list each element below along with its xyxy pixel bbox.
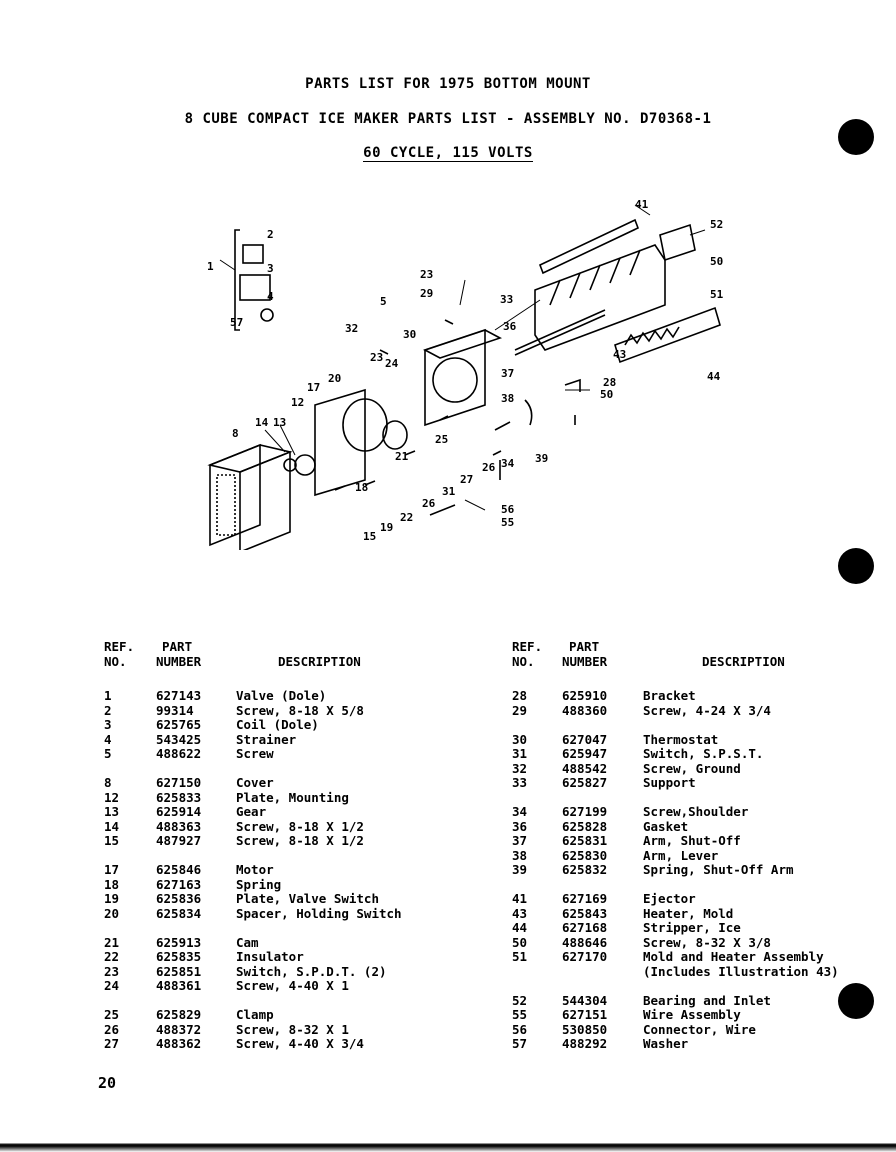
ref-no: 17 bbox=[104, 862, 120, 877]
ref-no: 50 bbox=[512, 934, 528, 950]
part-number: 625832 bbox=[562, 862, 608, 877]
ref-no: 20 bbox=[104, 905, 120, 921]
ref-no: 19 bbox=[104, 891, 120, 906]
callout-label: 2 bbox=[267, 228, 274, 241]
part-number: 625851 bbox=[156, 963, 202, 979]
part-number: 627150 bbox=[156, 775, 202, 790]
col-desc-header: DESCRIPTION bbox=[278, 653, 361, 669]
part-number: 625910 bbox=[562, 688, 608, 703]
callout-label: 12 bbox=[291, 396, 305, 409]
part-number: 625827 bbox=[562, 775, 608, 790]
ref-no: 32 bbox=[512, 760, 528, 776]
col-part-header-1: PART bbox=[162, 639, 193, 654]
part-number: 625833 bbox=[156, 789, 202, 805]
ref-no: 8 bbox=[104, 775, 112, 790]
description: Screw bbox=[236, 746, 274, 761]
callout-label: 56 bbox=[501, 503, 515, 516]
description: Insulator bbox=[236, 949, 304, 964]
callout-label: 22 bbox=[400, 511, 414, 524]
callout-label: 44 bbox=[707, 370, 721, 383]
ref-no: 31 bbox=[512, 746, 528, 761]
callout-label: 57 bbox=[230, 316, 244, 329]
callout-label: 26 bbox=[422, 497, 436, 510]
ref-no: 29 bbox=[512, 702, 528, 718]
part-number: 625829 bbox=[156, 1007, 202, 1022]
ref-no: 30 bbox=[512, 731, 528, 747]
callout-label: 33 bbox=[500, 293, 514, 306]
callout-label: 1 bbox=[207, 260, 214, 273]
callout-label: 52 bbox=[710, 218, 724, 231]
part-number: 488372 bbox=[156, 1021, 202, 1037]
part-number: 627170 bbox=[562, 949, 608, 964]
col-ref-header-1: REF. bbox=[104, 639, 135, 654]
ref-no: 27 bbox=[104, 1036, 120, 1051]
ref-no: 26 bbox=[104, 1021, 120, 1037]
ref-no: 37 bbox=[512, 833, 528, 848]
part-number: 625913 bbox=[156, 934, 202, 950]
col-desc-header: DESCRIPTION bbox=[702, 653, 785, 669]
page-subtitle: 8 CUBE COMPACT ICE MAKER PARTS LIST - ASSEMBLY NO. D70368-1 bbox=[184, 111, 712, 127]
part-number: 488362 bbox=[156, 1036, 202, 1051]
punch-hole bbox=[838, 119, 874, 155]
ref-no: 52 bbox=[512, 992, 528, 1008]
description: Coil (Dole) bbox=[236, 717, 319, 732]
description: Screw, 4-24 X 3/4 bbox=[643, 702, 771, 718]
ref-no: 43 bbox=[512, 905, 528, 921]
description: Spring bbox=[236, 876, 282, 892]
description: Heater, Mold bbox=[643, 905, 734, 921]
callout-label: 32 bbox=[345, 322, 359, 335]
description: Arm, Lever bbox=[643, 847, 719, 863]
part-number: 625831 bbox=[562, 833, 608, 848]
callout-label: 18 bbox=[355, 481, 369, 494]
part-number: 627143 bbox=[156, 688, 202, 703]
callout-label: 43 bbox=[613, 348, 627, 361]
ref-no: 25 bbox=[104, 1007, 120, 1022]
ref-no: 38 bbox=[512, 847, 528, 863]
ref-no: 2 bbox=[104, 702, 112, 718]
callout-label: 29 bbox=[420, 287, 434, 300]
description: Gear bbox=[236, 804, 267, 819]
description: Screw,Shoulder bbox=[643, 804, 749, 819]
part-number: 625914 bbox=[156, 804, 202, 819]
callout-label: 27 bbox=[460, 473, 474, 486]
callout-label: 50 bbox=[600, 388, 614, 401]
ref-no: 41 bbox=[512, 891, 528, 906]
ref-no: 36 bbox=[512, 818, 528, 834]
ref-no: 57 bbox=[512, 1036, 528, 1051]
description: Mold and Heater Assembly bbox=[643, 949, 824, 964]
ref-no: 22 bbox=[104, 949, 120, 964]
description: Bearing and Inlet bbox=[643, 992, 771, 1008]
description: Bracket bbox=[643, 688, 696, 703]
ref-no: 12 bbox=[104, 789, 120, 805]
part-number: 627047 bbox=[562, 731, 608, 747]
part-number: 543425 bbox=[156, 731, 202, 747]
description: Switch, S.P.D.T. (2) bbox=[236, 963, 387, 979]
callout-label: 38 bbox=[501, 392, 515, 405]
ref-no: 28 bbox=[512, 688, 528, 703]
ref-no: 24 bbox=[104, 978, 120, 993]
diagram-artwork bbox=[210, 205, 720, 550]
part-number: 625765 bbox=[156, 717, 202, 732]
description: Cam bbox=[236, 934, 259, 950]
ref-no: 51 bbox=[512, 949, 528, 964]
callout-label: 23 bbox=[370, 351, 384, 364]
description: Screw, 4-40 X 1 bbox=[236, 978, 349, 993]
callout-label: 8 bbox=[232, 427, 239, 440]
part-number: 487927 bbox=[156, 833, 202, 848]
ref-no: 44 bbox=[512, 920, 528, 935]
part-number: 625830 bbox=[562, 847, 608, 863]
description: Screw, 8-18 X 1/2 bbox=[236, 833, 364, 848]
callout-label: 51 bbox=[710, 288, 724, 301]
part-number: 99314 bbox=[156, 702, 194, 718]
col-ref-header-1: REF. bbox=[512, 639, 543, 654]
callout-label: 36 bbox=[503, 320, 517, 333]
description: Screw, Ground bbox=[643, 760, 741, 776]
description: Screw, 8-18 X 5/8 bbox=[236, 702, 364, 718]
part-number: 625828 bbox=[562, 818, 608, 834]
callout-label: 14 bbox=[255, 416, 269, 429]
ref-no: 21 bbox=[104, 934, 120, 950]
callout-label: 17 bbox=[307, 381, 321, 394]
ref-no: 5 bbox=[104, 746, 112, 761]
description: Clamp bbox=[236, 1007, 274, 1022]
description: Cover bbox=[236, 775, 274, 790]
part-number: 488363 bbox=[156, 818, 202, 834]
part-number: 627168 bbox=[562, 920, 608, 935]
col-ref-header-2: NO. bbox=[512, 653, 535, 669]
callout-label: 23 bbox=[420, 268, 434, 281]
callout-label: 24 bbox=[385, 357, 399, 370]
callout-label: 30 bbox=[403, 328, 417, 341]
ref-no: 13 bbox=[104, 804, 120, 819]
callout-label: 13 bbox=[273, 416, 287, 429]
ref-no: 33 bbox=[512, 775, 528, 790]
description: Screw, 8-32 X 3/8 bbox=[643, 934, 771, 950]
callout-label: 34 bbox=[501, 457, 515, 470]
description: Spring, Shut-Off Arm bbox=[643, 862, 794, 877]
part-number: 625843 bbox=[562, 905, 608, 921]
description: (Includes Illustration 43) bbox=[643, 963, 839, 979]
callout-label: 37 bbox=[501, 367, 515, 380]
col-ref-header-2: NO. bbox=[104, 653, 127, 669]
callout-label: 28 bbox=[603, 376, 617, 389]
ref-no: 56 bbox=[512, 1021, 528, 1037]
description: Thermostat bbox=[643, 731, 719, 747]
scan-edge bbox=[0, 1138, 896, 1152]
description: Washer bbox=[643, 1036, 689, 1051]
page-title: PARTS LIST FOR 1975 BOTTOM MOUNT bbox=[305, 76, 591, 92]
callout-label: 21 bbox=[395, 450, 409, 463]
ref-no: 15 bbox=[104, 833, 120, 848]
ref-no: 18 bbox=[104, 876, 120, 892]
description: Connector, Wire bbox=[643, 1021, 756, 1037]
page-number: 20 bbox=[98, 1074, 117, 1092]
part-number: 625947 bbox=[562, 746, 608, 761]
diagram-callouts bbox=[207, 198, 724, 543]
part-number: 625836 bbox=[156, 891, 202, 906]
description: Strainer bbox=[236, 731, 297, 747]
electrical-spec-text: 60 CYCLE, 115 VOLTS bbox=[363, 145, 533, 161]
description: Valve (Dole) bbox=[236, 688, 327, 703]
col-part-header-1: PART bbox=[569, 639, 600, 654]
callout-label: 3 bbox=[267, 262, 274, 275]
part-number: 625846 bbox=[156, 862, 202, 877]
description: Plate, Mounting bbox=[236, 789, 349, 805]
description: Motor bbox=[236, 862, 274, 877]
part-number: 627151 bbox=[562, 1007, 608, 1022]
part-number: 488292 bbox=[562, 1036, 608, 1051]
ref-no: 14 bbox=[104, 818, 120, 834]
part-number: 627199 bbox=[562, 804, 608, 819]
description: Support bbox=[643, 775, 696, 790]
ref-no: 23 bbox=[104, 963, 120, 979]
callout-label: 41 bbox=[635, 198, 649, 211]
part-number: 627163 bbox=[156, 876, 202, 892]
description: Plate, Valve Switch bbox=[236, 891, 379, 906]
description: Switch, S.P.S.T. bbox=[643, 746, 764, 761]
callout-label: 5 bbox=[380, 295, 387, 308]
part-number: 627169 bbox=[562, 891, 608, 906]
callout-label: 50 bbox=[710, 255, 724, 268]
callout-label: 55 bbox=[501, 516, 515, 529]
description: Gasket bbox=[643, 818, 689, 834]
callout-label: 25 bbox=[435, 433, 449, 446]
punch-hole bbox=[838, 983, 874, 1019]
ref-no: 1 bbox=[104, 688, 112, 703]
description: Screw, 8-32 X 1 bbox=[236, 1021, 349, 1037]
col-part-header-2: NUMBER bbox=[156, 653, 202, 669]
description: Screw, 4-40 X 3/4 bbox=[236, 1036, 364, 1051]
description: Stripper, Ice bbox=[643, 920, 741, 935]
description: Arm, Shut-Off bbox=[643, 833, 741, 848]
part-number: 544304 bbox=[562, 992, 608, 1008]
ref-no: 39 bbox=[512, 862, 528, 877]
electrical-spec bbox=[0, 145, 896, 161]
callout-label: 31 bbox=[442, 485, 456, 498]
exploded-parts-diagram bbox=[195, 190, 755, 550]
ref-no: 3 bbox=[104, 717, 112, 732]
part-number: 625835 bbox=[156, 949, 202, 964]
part-number: 488361 bbox=[156, 978, 202, 993]
part-number: 530850 bbox=[562, 1021, 608, 1037]
callout-label: 26 bbox=[482, 461, 496, 474]
description: Ejector bbox=[643, 891, 696, 906]
part-number: 488622 bbox=[156, 746, 202, 761]
callout-label: 4 bbox=[267, 290, 274, 303]
description: Wire Assembly bbox=[643, 1007, 741, 1022]
part-number: 625834 bbox=[156, 905, 202, 921]
callout-label: 39 bbox=[535, 452, 549, 465]
part-number: 488542 bbox=[562, 760, 608, 776]
callout-label: 20 bbox=[328, 372, 342, 385]
punch-hole bbox=[838, 548, 874, 584]
description: Spacer, Holding Switch bbox=[236, 905, 402, 921]
callout-label: 15 bbox=[363, 530, 377, 543]
ref-no: 4 bbox=[104, 731, 112, 747]
description: Screw, 8-18 X 1/2 bbox=[236, 818, 364, 834]
callout-label: 19 bbox=[380, 521, 394, 534]
part-number: 488360 bbox=[562, 702, 608, 718]
ref-no: 55 bbox=[512, 1007, 528, 1022]
col-part-header-2: NUMBER bbox=[562, 653, 608, 669]
part-number: 488646 bbox=[562, 934, 608, 950]
ref-no: 34 bbox=[512, 804, 528, 819]
